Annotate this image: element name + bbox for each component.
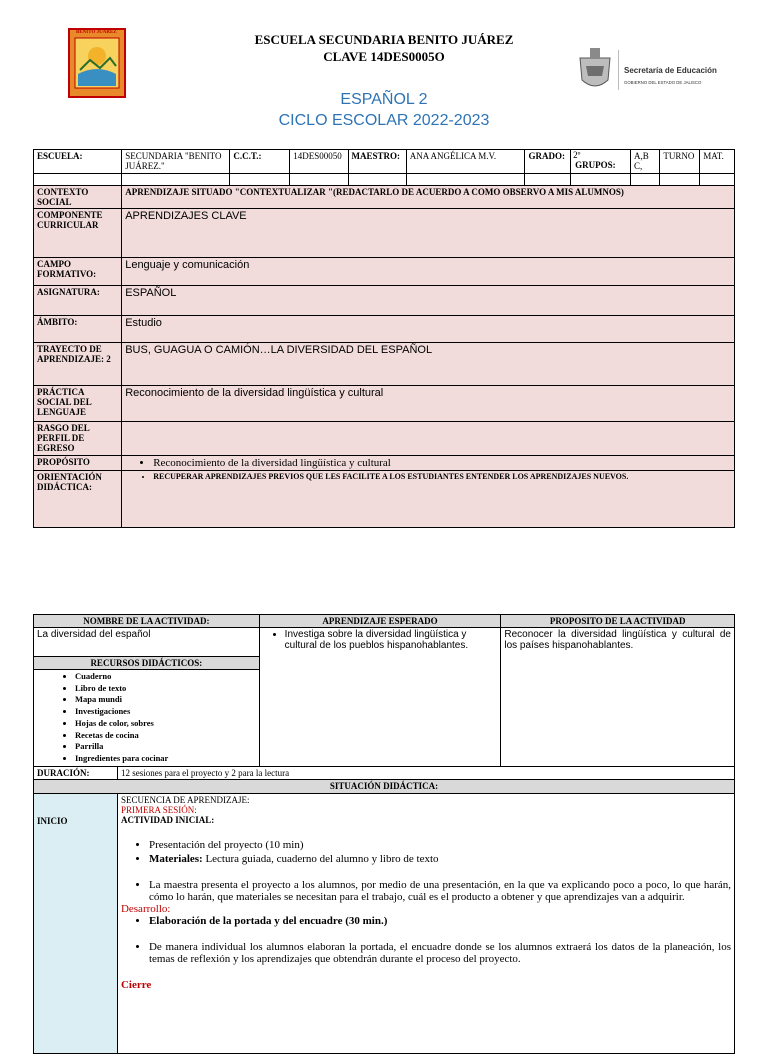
- ambito-value: Estudio: [122, 316, 735, 343]
- grado-value: 2º: [573, 150, 581, 160]
- situacion-header: SITUACIÓN DIDÁCTICA:: [34, 779, 735, 793]
- turno-value: MAT.: [700, 150, 735, 174]
- proposito-label: PROPÓSITO: [34, 456, 122, 471]
- recursos-header: RECURSOS DIDÁCTICOS:: [34, 657, 260, 670]
- nombre-header: NOMBRE DE LA ACTIVIDAD:: [34, 615, 260, 628]
- trayecto-label: TRAYECTO DE APRENDIZAJE: 2: [34, 343, 122, 386]
- nombre-value: La diversidad del español: [34, 628, 260, 657]
- school-name: ESCUELA SECUNDARIA BENITO JUÁREZ: [254, 32, 514, 47]
- recurso-item: • Parrilla: [75, 741, 256, 753]
- cct-label: C.C.T.:: [230, 150, 290, 174]
- maestro-label: MAESTRO:: [348, 150, 406, 174]
- sej-subtitle: GOBIERNO DEL ESTADO DE JALISCO: [624, 80, 702, 85]
- proposito-header: PROPOSITO DE LA ACTIVIDAD: [501, 615, 735, 628]
- grado-label: GRADO:: [525, 150, 571, 174]
- seq-item-3: • La maestra presenta el proyecto a los alumnos, por medio de una presentación, en la que va explicando poco a poco, lo que harán, cómo lo harán, que materiales se necesitan para el trabajo, cuál es el producto a obtener y que aprendizajes van a adquirir.: [149, 879, 731, 903]
- orientacion-label: ORIENTACIÓN DIDÁCTICA:: [34, 471, 122, 528]
- cierre-label: Cierre: [120, 978, 152, 991]
- planning-table: [33, 149, 735, 528]
- aprendizaje-value: • Investiga sobre la diversidad lingüística y cultural de los pueblos hispanohablantes.: [285, 629, 498, 651]
- escuela-label: ESCUELA:: [34, 150, 122, 174]
- desarrollo-label: Desarrollo:: [120, 902, 171, 915]
- proposito-value: • Reconocimiento de la diversidad lingüística y cultural: [153, 457, 731, 469]
- proposito-act-value: Reconocer la diversidad lingüística y cultural de los países hispanohablantes.: [501, 628, 735, 767]
- sej-title: Secretaría de Educación: [624, 66, 717, 75]
- grupos-label-text: GRUPOS:: [575, 160, 616, 170]
- duracion-label: DURACIÓN:: [34, 766, 118, 779]
- jalisco-seal-icon: [572, 44, 618, 96]
- aprendizaje-header: APRENDIZAJE ESPERADO: [259, 615, 501, 628]
- practica-value: Reconocimiento de la diversidad lingüística y cultural: [122, 386, 735, 422]
- inicio-label: INICIO: [34, 793, 118, 1053]
- recurso-item: • Hojas de color, sobres: [75, 718, 256, 730]
- recurso-item: • Recetas de cocina: [75, 730, 256, 742]
- recurso-item: • Ingredientes para cocinar: [75, 753, 256, 765]
- recurso-item: • Libro de texto: [75, 683, 256, 695]
- asignatura-label: ASIGNATURA:: [34, 286, 122, 316]
- grupos-value: A,B C,: [630, 150, 659, 174]
- subject-title: ESPAÑOL 2: [340, 91, 428, 108]
- activity-table: [33, 614, 735, 1054]
- seq-item-4: • Elaboración de la portada y del encuadre (30 min.): [149, 915, 731, 927]
- school-year: CICLO ESCOLAR 2022-2023: [278, 112, 490, 129]
- recurso-item: • Mapa mundi: [75, 694, 256, 706]
- sej-logo: [572, 44, 722, 96]
- trayecto-value: BUS, GUAGUA O CAMIÓN…LA DIVERSIDAD DEL ESPAÑOL: [122, 343, 735, 386]
- seq-item-5: • De manera individual los alumnos elaboran la portada, el encuadre donde se los alumnos extraerá los datos de la planeación, los temas de reflexión y los aprendizajes que obtendrán durante el proceso del proyecto.: [149, 941, 731, 965]
- escuela-value: SECUNDARIA "BENITO JUÁREZ.": [122, 150, 230, 174]
- turno-label: TURNO: [660, 150, 700, 174]
- rasgo-label: RASGO DEL PERFIL DE EGRESO: [34, 422, 122, 456]
- school-logo-text: BENITO JUÁREZ: [76, 30, 117, 35]
- contexto-label: CONTEXTO SOCIAL: [34, 186, 122, 209]
- secuencia-label: SECUENCIA DE APRENDIZAJE:: [120, 794, 250, 805]
- componente-label: COMPONENTE CURRICULAR: [34, 209, 122, 258]
- asignatura-value: ESPAÑOL: [122, 286, 735, 316]
- duracion-value: 12 sesiones para el proyecto y 2 para la lectura: [117, 766, 734, 779]
- logo-divider: [618, 50, 619, 90]
- maestro-value: ANA ANGÉLICA M.V.: [406, 150, 525, 174]
- rasgo-value: [122, 422, 735, 456]
- seq-item-2: • Materiales: Lectura guiada, cuaderno del alumno y libro de texto: [149, 853, 731, 865]
- cct-value: 14DES00050: [290, 150, 348, 174]
- school-clave: CLAVE 14DES0005O: [323, 49, 445, 64]
- componente-value: APRENDIZAJES CLAVE: [122, 209, 735, 258]
- primera-sesion: PRIMERA SESIÓN:: [120, 804, 197, 815]
- grupos-label: [571, 150, 631, 174]
- practica-label: PRÁCTICA SOCIAL DEL LENGUAJE: [34, 386, 122, 422]
- contexto-value: APRENDIZAJE SITUADO "CONTEXTUALIZAR "(REDACTARLO DE ACUERDO A COMO OBSERVO A MIS ALUMNOS): [122, 186, 735, 209]
- recurso-item: • Investigaciones: [75, 706, 256, 718]
- campo-label: CAMPO FORMATIVO:: [34, 258, 122, 286]
- orientacion-value: • RECUPERAR APRENDIZAJES PREVIOS QUE LES FACILITE A LOS ESTUDIANTES ENTENDER LOS APRENDIZAJES NUEVOS.: [153, 472, 731, 481]
- ambito-label: ÁMBITO:: [34, 316, 122, 343]
- recursos-list: [37, 671, 256, 765]
- campo-value: Lenguaje y comunicación: [122, 258, 735, 286]
- seq-item-1: • Presentación del proyecto (10 min): [149, 839, 731, 851]
- recurso-item: • Cuaderno: [75, 671, 256, 683]
- actividad-inicial: ACTIVIDAD INICIAL:: [120, 814, 215, 825]
